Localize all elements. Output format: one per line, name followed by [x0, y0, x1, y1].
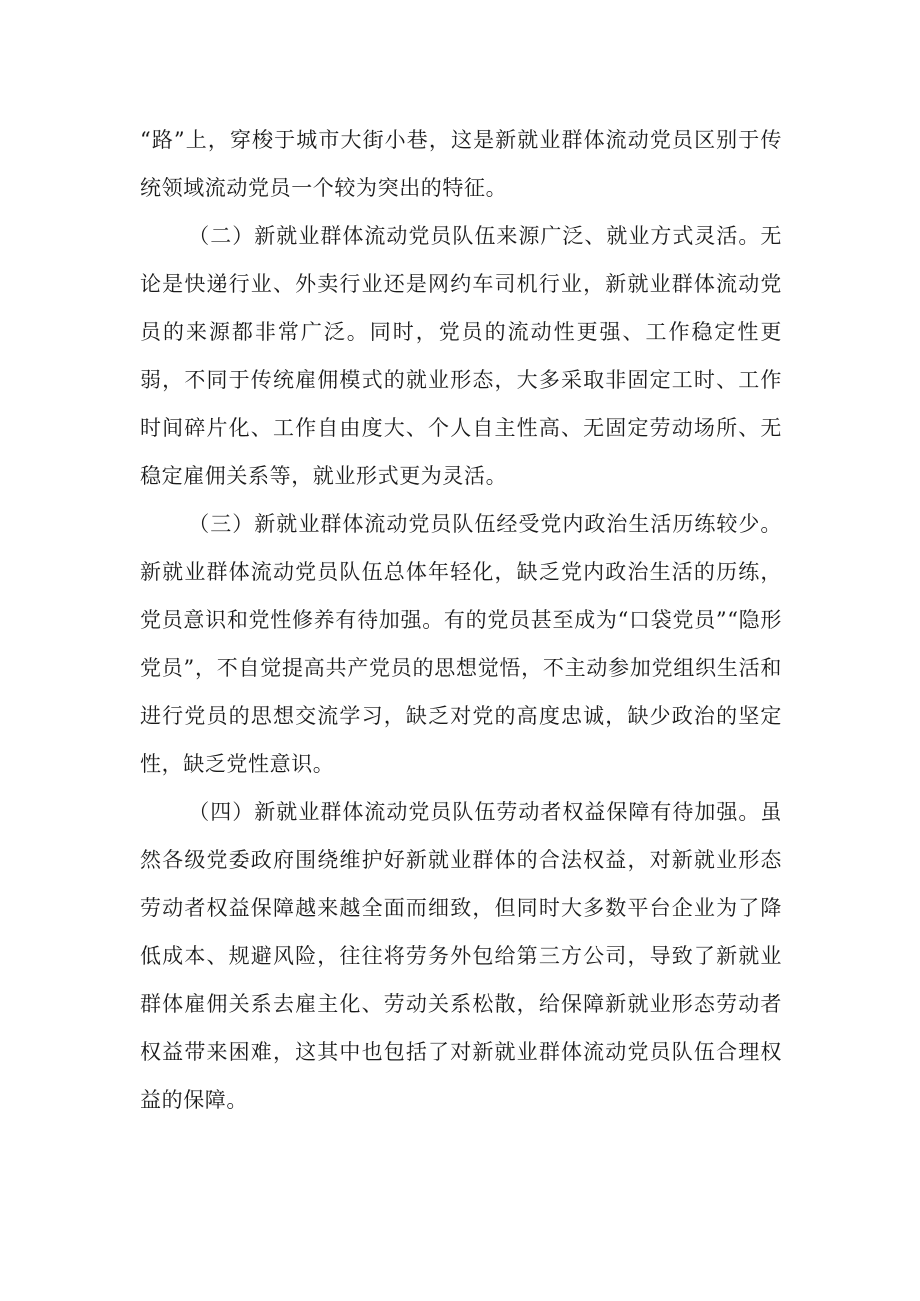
document-body [140, 116, 782, 1124]
paragraph-section-2: （二）新就业群体流动党员队伍来源广泛、就业方式灵活。无论是快递行业、外卖行业还是网约车司机行业，新就业群体流动党员的来源都非常广泛。同时，党员的流动性更强、工作稳定性更弱，不同于传统雇佣模式的就业形态，大多采取非固定工时、工作时间碎片化、工作自由度大、个人自主性高、无固定劳动场所、无稳定雇佣关系等，就业形式更为灵活。 [140, 224, 782, 488]
paragraph-continuation: “路”上，穿梭于城市大街小巷，这是新就业群体流动党员区别于传统领域流动党员一个较为突出的特征。 [140, 128, 782, 200]
paragraph-section-4: （四）新就业群体流动党员队伍劳动者权益保障有待加强。虽然各级党委政府围绕维护好新就业群体的合法权益，对新就业形态劳动者权益保障越来越全面而细致，但同时大多数平台企业为了降低成本、规避风险，往往将劳务外包给第三方公司，导致了新就业群体雇佣关系去雇主化、劳动关系松散，给保障新就业形态劳动者权益带来困难，这其中也包括了对新就业群体流动党员队伍合理权益的保障。 [140, 800, 782, 1112]
paragraph-section-3: （三）新就业群体流动党员队伍经受党内政治生活历练较少。新就业群体流动党员队伍总体年轻化，缺乏党内政治生活的历练，党员意识和党性修养有待加强。有的党员甚至成为“口袋党员”“隐形党员”，不自觉提高共产党员的思想觉悟，不主动参加党组织生活和进行党员的思想交流学习，缺乏对党的高度忠诚，缺少政治的坚定性，缺乏党性意识。 [140, 512, 782, 776]
